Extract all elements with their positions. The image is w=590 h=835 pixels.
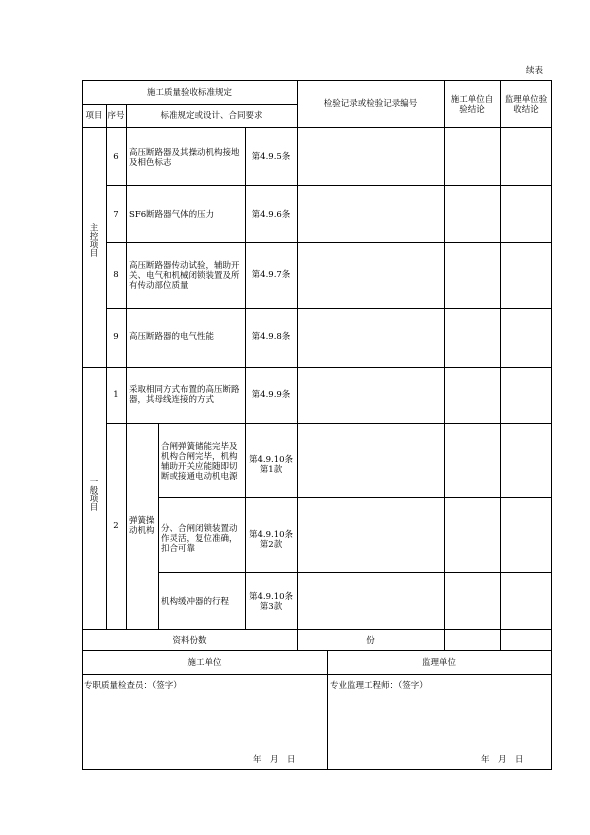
- row-requirement: 高压断路器及其操动机构接地及相色标志: [129, 148, 240, 168]
- sub-clause-a: 第4.9.10条: [248, 592, 294, 602]
- col-item-header: 项目: [85, 111, 103, 121]
- supervisor-signature-field: 专业监理工程师：（签字）: [330, 681, 428, 691]
- row-requirement: 采取相同方式布置的高压断路器，其母线连接的方式: [129, 385, 240, 405]
- supervisor-unit-label: 监理单位: [421, 658, 456, 668]
- col-seq-header: 序号: [107, 111, 125, 121]
- general-group-label: 一般项目: [88, 477, 98, 511]
- sub-clause-b: 第2款: [259, 540, 283, 550]
- contractor-unit-label: 施工单位: [187, 658, 222, 668]
- sub-clause-b: 第1款: [259, 465, 283, 475]
- row-clause: 第4.9.7条: [251, 270, 291, 280]
- row-seq: 9: [113, 332, 119, 342]
- supervisor-date: 年 月 日: [481, 755, 524, 765]
- row-clause: 第4.9.6条: [251, 210, 291, 220]
- sub-clause-b: 第3款: [259, 602, 283, 612]
- contractor-signature-field: 专职质量检查员：（签字）: [84, 681, 182, 691]
- row-seq: 7: [113, 210, 119, 220]
- row-seq: 2: [113, 521, 119, 531]
- copies-unit: 份: [366, 636, 375, 646]
- row-requirement: SF6断路器气体的压力: [129, 210, 215, 220]
- col-requirement-header: 标准规定或设计、合同要求: [160, 111, 263, 121]
- row-requirement: 高压断路器传动试验，辅助开关、电气和机械闭锁装置及所有传动部位质量: [129, 261, 240, 291]
- row-clause: 第4.9.9条: [251, 390, 291, 400]
- row-requirement: 高压断路器的电气性能: [129, 332, 215, 342]
- row-seq: 8: [113, 270, 119, 280]
- sub-requirement: 机构缓冲器的行程: [161, 597, 230, 607]
- sub-clause-a: 第4.9.10条: [248, 530, 294, 540]
- sub-requirement: 合闸弹簧储能完毕及机构合闸完毕，机构辅助开关应能随即切断或接通电动机电源: [161, 442, 238, 482]
- row-seq: 1: [113, 390, 119, 400]
- doc-count-label: 资料份数: [172, 636, 207, 646]
- sub-requirement: 分、合闸闭锁装置动作灵活，复位准确，扣合可靠: [161, 524, 238, 554]
- continued-label: 续表: [526, 66, 544, 76]
- contractor-date: 年 月 日: [253, 755, 296, 765]
- standard-title: 施工质量验收标准规定: [146, 88, 232, 98]
- main-group-label: 主控项目: [88, 223, 98, 257]
- col-contractor-header: 施工单位自验结论: [450, 95, 494, 115]
- sub-clause-a: 第4.9.10条: [248, 455, 294, 465]
- row-sublabel: 弹簧操动机构: [129, 516, 155, 536]
- row-clause: 第4.9.5条: [251, 152, 291, 162]
- col-record-header: 检验记录或检验记录编号: [323, 99, 418, 109]
- row-clause: 第4.9.8条: [251, 332, 291, 342]
- row-seq: 6: [113, 152, 119, 162]
- col-supervisor-header: 监理单位验收结论: [504, 95, 548, 115]
